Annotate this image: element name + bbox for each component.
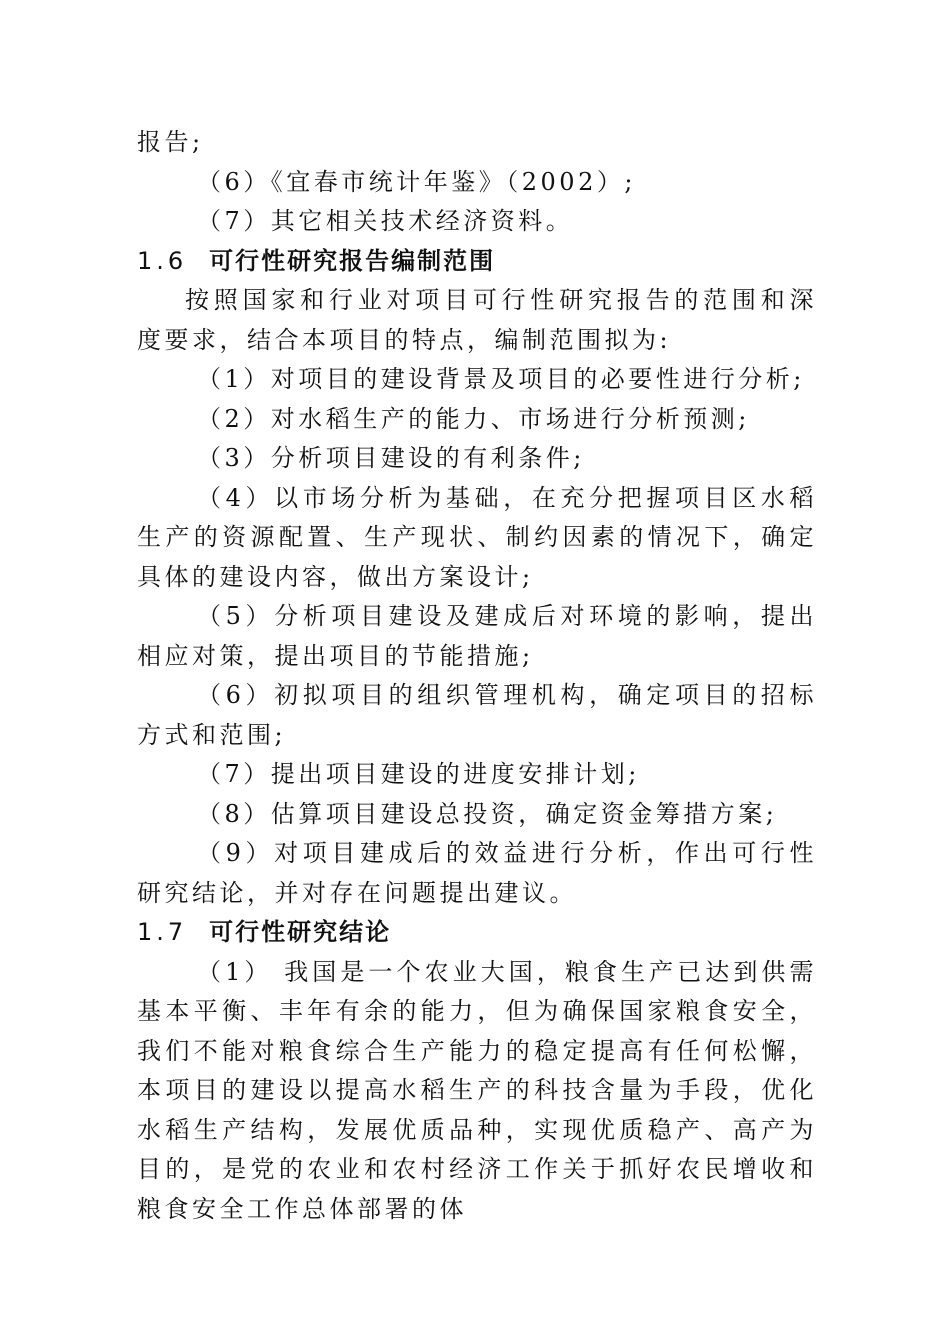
list-item: （9）对项目建成后的效益进行分析，作出可行性研究结论，并对存在问题提出建议。	[137, 839, 817, 907]
text-block-intro	[137, 123, 817, 1229]
paragraph: 报告;	[137, 128, 204, 156]
paragraph: （6）《宜春市统计年鉴》（2002）;	[197, 167, 636, 196]
section-title: 可行性研究结论	[209, 918, 392, 946]
list-item: （4）以市场分析为基础，在充分把握项目区水稻生产的资源配置、生产现状、制约因素的情况下，确定具体的建设内容，做出方案设计;	[137, 483, 817, 591]
list-item: （7）提出项目建设的进度安排计划;	[197, 760, 640, 788]
section-title: 可行性研究报告编制范围	[209, 246, 496, 275]
list-item: （3）分析项目建设的有利条件;	[197, 444, 585, 472]
section-heading-1-6	[137, 242, 817, 282]
list-item: （8）估算项目建设总投资，确定资金筹措方案;	[197, 799, 778, 828]
list-item: （1）对项目的建设背景及项目的必要性进行分析;	[197, 365, 805, 393]
list-item: （2）对水稻生产的能力、市场进行分析预测;	[197, 404, 750, 433]
paragraph: （7）其它相关技术经济资料。	[197, 207, 574, 235]
list-item: （6）初拟项目的组织管理机构，确定项目的招标方式和范围;	[137, 681, 817, 749]
section-number: 1.7	[137, 918, 188, 946]
section-heading-1-7	[137, 913, 817, 953]
paragraph: （1） 我国是一个农业大国，粮食生产已达到供需基本平衡、丰年有余的能力，但为确保国家粮食安全，我们不能对粮食综合生产能力的稳定提高有任何松懈，本项目的建设以提高水稻生产的科技含量为手段，优化水稻生产结构，发展优质品种，实现优质稳产、高产为目的，是党的农业和农村经济工作关于抓好农民增收和粮食安全工作总体部署的体	[137, 957, 817, 1223]
section-number: 1.6	[137, 246, 188, 275]
list-item: （5）分析项目建设及建成后对环境的影响，提出相应对策，提出项目的节能措施;	[137, 602, 817, 670]
paragraph: 按照国家和行业对项目可行性研究报告的范围和深度要求，结合本项目的特点，编制范围拟为:	[137, 286, 817, 354]
